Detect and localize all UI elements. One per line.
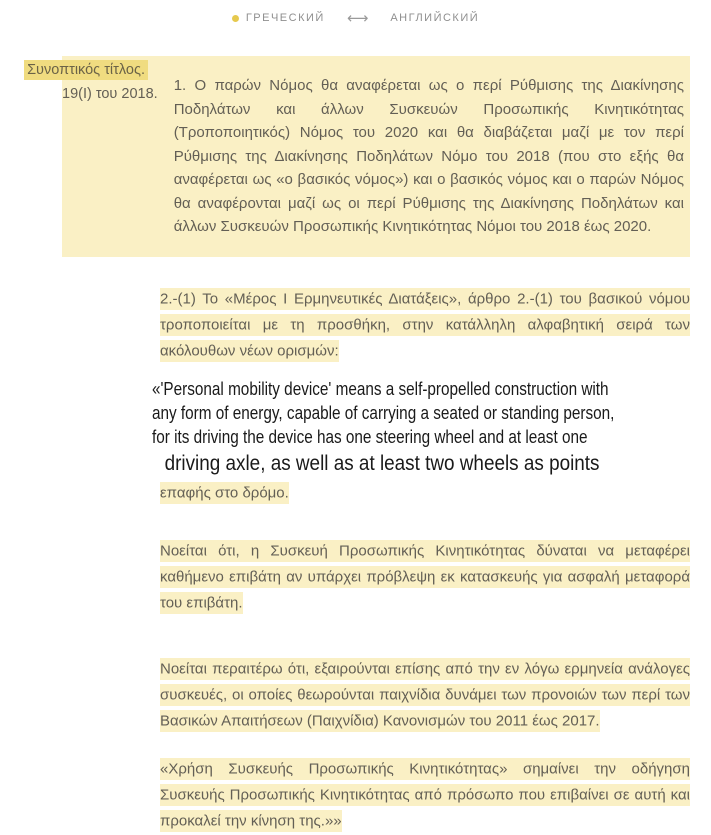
target-language-button[interactable] — [390, 12, 479, 24]
english-line: «'Personal mobility device' means a self-propelled construction with — [152, 378, 609, 399]
margin-note — [62, 59, 158, 254]
paragraph-usage-definition — [160, 757, 690, 835]
source-language-button[interactable] — [232, 12, 325, 24]
margin-note-reference: 19(Ι) του 2018. — [62, 86, 158, 102]
target-language-label: АНГЛИЙСКИЙ — [390, 12, 480, 24]
paragraph-clause-2 — [160, 287, 690, 365]
clause-1-block — [27, 56, 690, 257]
paragraph-greek-tail — [160, 481, 690, 507]
source-language-label: ГРЕЧЕСКИЙ — [245, 12, 325, 24]
highlighted-text: 2.-(1) Το «Μέρος Ι Ερμηνευτικές Διατάξεις», άρθρο 2.-(1) του βασικού νόμου τροποποιείται με τη προσθήκη, στην κατάλληλη αλφαβητική σειρά των ακόλουθων νέων ορισμών: — [160, 288, 690, 362]
highlighted-text: Νοείται ότι, η Συσκευή Προσωπικής Κινητικότητας δύναται να μεταφέρει καθήμενο επιβάτη αν υπάρχει πρόβλεψη εκ κατασκευής για ασφαλή μεταφορά του επιβάτη. — [160, 540, 690, 614]
swap-languages-icon[interactable]: ⟷ — [346, 9, 369, 27]
margin-note-title: Συνοπτικός τίτλος. — [24, 60, 148, 80]
paragraph-clause-1: 1. Ο παρών Νόμος θα αναφέρεται ως ο περί Ρύθμισης της Διακίνησης Ποδηλάτων και άλλων Συσκευών Προσωπικής Κινητικότητας (Τροποποιητικός) Νόμος του 2020 και θα διαβάζεται μαζί με τον περί Ρύθμισης της Διακίνησης Ποδηλάτων Νόμο του 2018 (που στο εξής θα αναφέρεται ως «ο βασικός νόμος») και ο βασικός νόμος και ο παρών Νόμος θα αναφέρονται μαζί ως οι περί Ρύθμισης της Διακίνησης Ποδηλάτων και άλλων Συσκευών Προσωπικής Κινητικότητας Νόμοι του 2018 έως 2020. — [173, 77, 684, 235]
paragraph-english-definition — [152, 377, 690, 479]
english-line: driving axle, as well as at least two wheels as points — [164, 451, 600, 475]
english-line: for its driving the device has one steering wheel and at least one — [152, 426, 588, 447]
active-language-dot-icon — [232, 15, 239, 22]
paragraph-proviso-2 — [160, 657, 690, 735]
english-line: any form of energy, capable of carrying a seated or standing person, — [152, 402, 615, 423]
document-body — [152, 287, 690, 835]
paragraph-proviso-1 — [160, 539, 690, 617]
language-toolbar — [0, 0, 711, 30]
highlighted-text: επαφής στο δρόμο. — [160, 482, 289, 504]
highlighted-text: Νοείται περαιτέρω ότι, εξαιρούνται επίσης από την εν λόγω ερμηνεία ανάλογες συσκευές, οι οποίες θεωρούνται παιχνίδια δυνάμει των προνοιών των περί των Βασικών Απαιτήσεων (Παιχνίδια) Κανονισμών του 2011 έως 2017. — [160, 658, 690, 732]
highlighted-text: «Χρήση Συσκευής Προσωπικής Κινητικότητας» σημαίνει την οδήγηση Συσκευής Προσωπικής Κινητικότητας από πρόσωπο που επιβαίνει σε αυτή και προκαλεί την κίνηση της.»» — [160, 758, 690, 832]
